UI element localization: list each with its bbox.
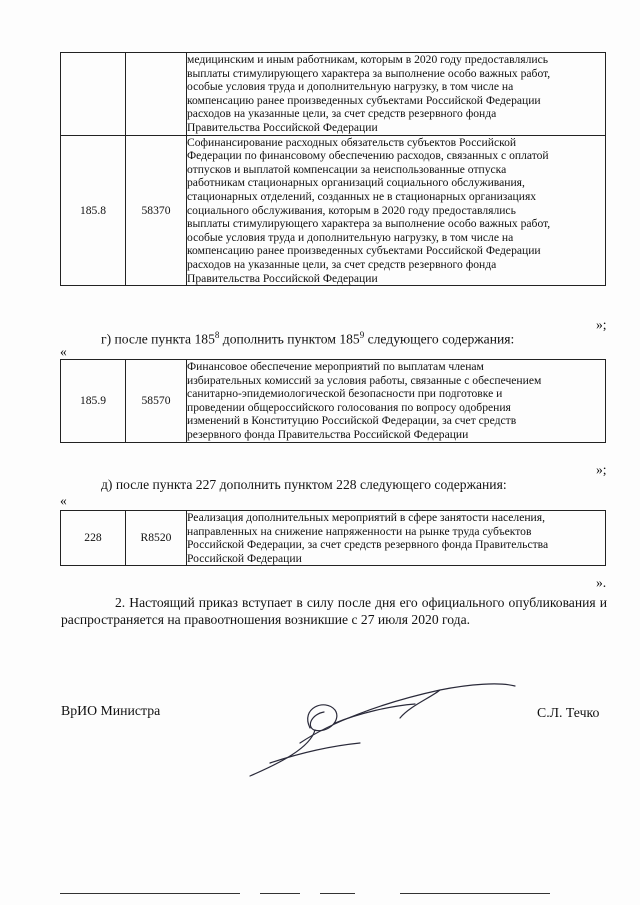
description-line: изменений в Конституцию Российской Федерации, за счет средств: [187, 414, 517, 428]
description-line: резервного фонда Правительства Российской Федерации: [187, 427, 469, 441]
paragraph-2: 2. Настоящий приказ вступает в силу после дня его официального опубликования и распространяется на правоотношения возникшие с 27 июля 2020 года.: [61, 595, 607, 627]
description-line: направленных на снижение напряженности на рынке труда субъектов: [187, 524, 532, 538]
description-line: проведении общероссийского голосования по вопросу одобрения: [187, 400, 511, 414]
table-row: [61, 135, 606, 286]
table-continued: [60, 52, 606, 286]
instruction-text: дополнить пунктом 185: [219, 331, 360, 347]
description-cell: [187, 360, 606, 443]
table-item-185-9: [60, 359, 606, 443]
description-line: работникам стационарных организаций социального обслуживания,: [187, 176, 525, 190]
description-line: стационарных отделений, созданных не в стационарных организациях: [187, 189, 537, 203]
instruction-text: г) после пункта 185: [101, 331, 215, 347]
description-line: Российской Федерации: [187, 551, 302, 565]
description-line: Правительства Российской Федерации: [187, 271, 378, 285]
description-line: расходов на указанные цели, за счет средств резервного фонда: [187, 107, 497, 121]
code-cell: R8520: [126, 511, 187, 566]
description-line: санитарно-эпидемиологической безопасности при подготовке и: [187, 387, 503, 401]
description-line: особые условия труда и дополнительную нагрузку, в том числе на: [187, 230, 514, 244]
description-line: выплаты стимулирующего характера за выполнение особо важных работ,: [187, 66, 551, 80]
opening-quote: «: [60, 344, 67, 359]
description-line: медицинским и иным работникам, которым в 2020 году предоставлялись: [187, 53, 549, 66]
description-line: выплаты стимулирующего характера за выполнение особо важных работ,: [187, 217, 551, 231]
superscript: 9: [359, 330, 365, 340]
handwritten-signature: [240, 668, 530, 788]
signatory-name: С.Л. Течко: [537, 705, 600, 720]
signatory-position: ВрИО Министра: [61, 703, 161, 718]
description-line: Софинансирование расходных обязательств субъектов Российской: [187, 135, 517, 149]
table-row: [61, 360, 606, 443]
code-cell: [126, 53, 187, 136]
description-line: Правительства Российской Федерации: [187, 120, 378, 134]
description-line: Российской Федерации, за счет средств резервного фонда Правительства: [187, 538, 549, 552]
description-line: расходов на указанные цели, за счет средств резервного фонда: [187, 257, 497, 271]
item-number-cell: 185.9: [61, 360, 126, 443]
closing-quote: ».: [596, 575, 607, 590]
item-number-cell: 185.8: [61, 135, 126, 286]
closing-quote: »;: [596, 462, 607, 477]
closing-quote: »;: [596, 317, 607, 332]
description-line: избирательных комиссий за условия работы, связанные с обеспечением: [187, 373, 542, 387]
description-cell: [187, 53, 606, 136]
instruction-text: следующего содержания:: [364, 331, 515, 347]
description-line: социального обслуживания, которым в 2020 году предоставлялись: [187, 203, 516, 217]
footer-rule: [60, 893, 240, 894]
code-cell: 58370: [126, 135, 187, 286]
item-number-cell: [61, 53, 126, 136]
table-row: [61, 53, 606, 136]
description-cell: [187, 135, 606, 286]
instruction-d: д) после пункта 227 дополнить пунктом 228 следующего содержания:: [101, 477, 507, 492]
description-line: отпусков и выплатой компенсации за неиспользованные отпуска: [187, 162, 507, 176]
description-line: Федерации по финансовому обеспечению расходов, связанных с оплатой: [187, 149, 549, 163]
table-item-228: [60, 510, 606, 566]
table-row: [61, 511, 606, 566]
footer-rule: [320, 893, 355, 894]
footer-rule: [260, 893, 300, 894]
description-line: компенсацию ранее произведенных субъектами Российской Федерации: [187, 244, 541, 258]
description-line: Реализация дополнительных мероприятий в сфере занятости населения,: [187, 511, 545, 524]
description-line: особые условия труда и дополнительную нагрузку, в том числе на: [187, 80, 514, 94]
description-line: Финансовое обеспечение мероприятий по выплатам членам: [187, 360, 484, 373]
footer-rule: [400, 893, 550, 894]
description-cell: [187, 511, 606, 566]
superscript: 8: [214, 330, 220, 340]
description-line: компенсацию ранее произведенных субъектами Российской Федерации: [187, 93, 541, 107]
opening-quote: «: [60, 493, 67, 508]
instruction-g: [101, 330, 514, 348]
code-cell: 58570: [126, 360, 187, 443]
item-number-cell: 228: [61, 511, 126, 566]
